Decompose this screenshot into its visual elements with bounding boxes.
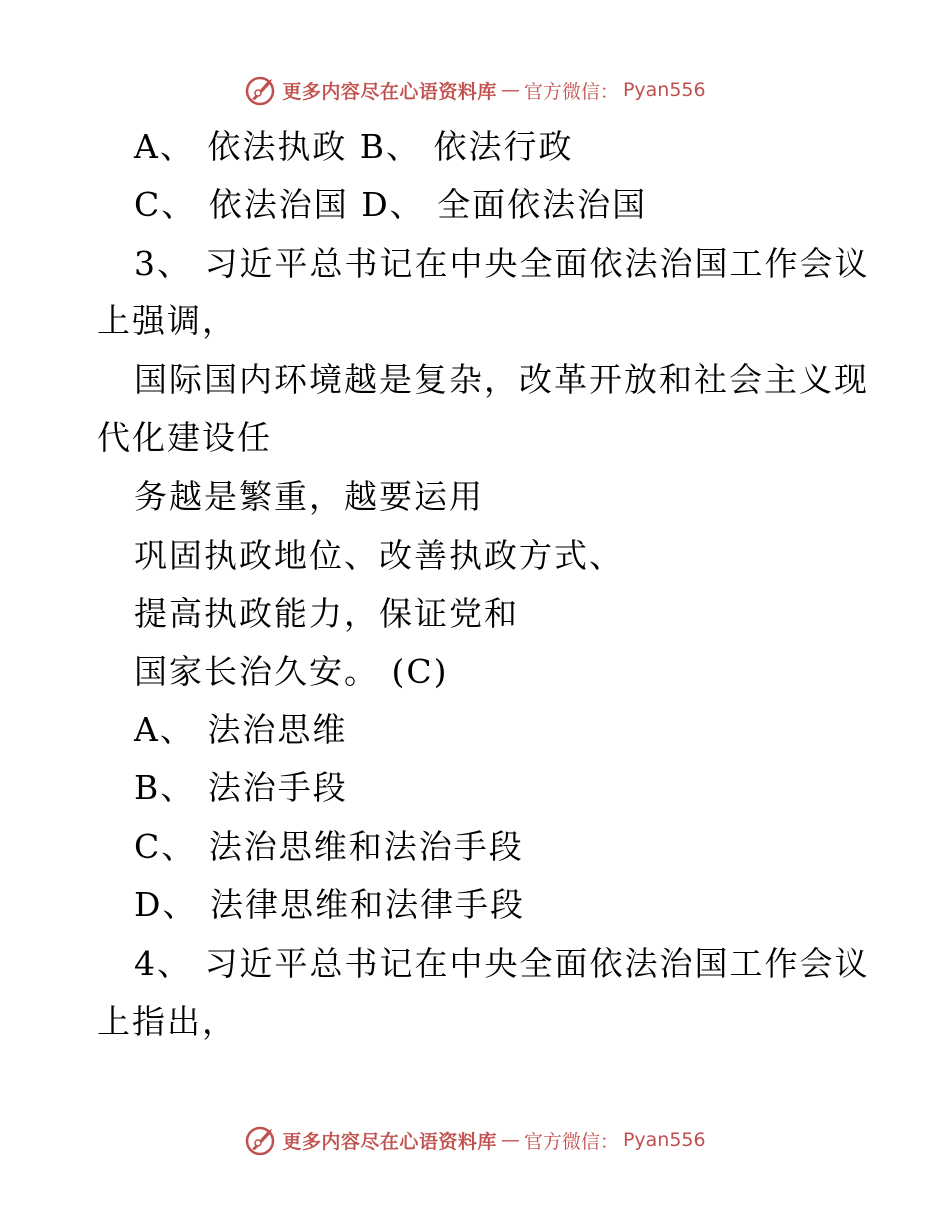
option-line: A、 法治思维	[134, 710, 348, 749]
question-line: 提高执政能力，保证党和	[134, 594, 519, 633]
question-line: 代化建设任	[97, 418, 272, 457]
quill-logo-icon	[244, 1123, 278, 1157]
question-line: 3、 习近平总书记在中央全面依法治国工作会议	[134, 244, 870, 283]
banner-separator: —	[500, 1129, 520, 1151]
question-answer-line: 国家长治久安。 (C)	[134, 652, 449, 691]
option-line: C、 法治思维和法治手段	[134, 827, 524, 866]
option-line: C、 依法治国 D、 全面依法治国	[134, 185, 648, 224]
banner-separator: —	[500, 79, 520, 101]
option-line: D、 法律思维和法律手段	[134, 885, 525, 924]
question-line: 上指出，	[97, 1002, 237, 1041]
question-line: 务越是繁重，越要运用	[134, 477, 484, 516]
banner-text: 更多内容尽在心语资料库	[282, 80, 497, 103]
footer-banner	[0, 1120, 950, 1160]
banner-wechat-label: 官方微信：	[523, 80, 619, 103]
header-banner	[0, 70, 950, 110]
banner-wechat-id: Pyan556	[622, 1129, 706, 1151]
banner-wechat-label: 官方微信：	[523, 1130, 619, 1153]
question-line: 4、 习近平总书记在中央全面依法治国工作会议	[134, 944, 870, 983]
question-line: 上强调，	[97, 301, 237, 340]
quill-logo-icon	[244, 73, 278, 107]
question-line: 巩固执政地位、改善执政方式、	[134, 536, 624, 575]
option-line: A、 依法执政 B、 依法行政	[134, 127, 574, 166]
option-line: B、 法治手段	[134, 768, 348, 807]
banner-text: 更多内容尽在心语资料库	[282, 1130, 497, 1153]
question-line: 国际国内环境越是复杂，改革开放和社会主义现	[134, 360, 869, 399]
banner-wechat-id: Pyan556	[622, 79, 706, 101]
